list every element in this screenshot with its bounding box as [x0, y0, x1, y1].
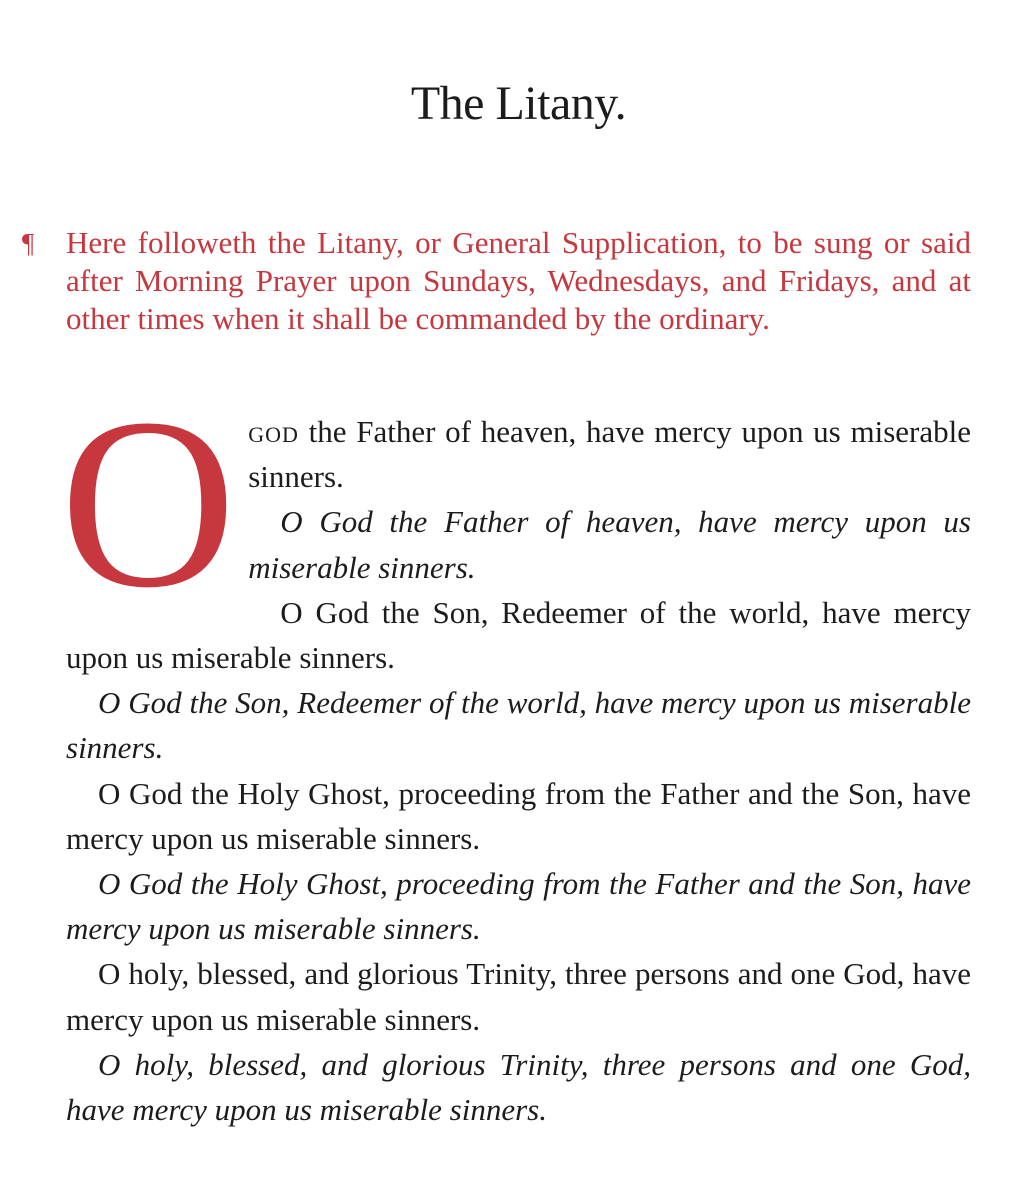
petition-1-text: the Father of heaven, have mercy upon us miserable sinners. [248, 414, 971, 495]
pilcrow-mark: ¶ [22, 228, 35, 258]
rubric-text: Here followeth the Litany, or General Supplication, to be sung or said after Morning Prayer upon Sundays, Wednesdays, and Fridays, and at other times when it shall be commanded by the ordinary. [66, 225, 971, 336]
petition-1-smallcaps: god [248, 414, 299, 449]
petition-4: O holy, blessed, and glorious Trinity, three persons and one God, have mercy upon us miserable sinners. [66, 956, 971, 1037]
page [22, 0, 971, 1200]
petition-2: O God the Son, Redeemer of the world, have mercy upon us miserable sinners. [66, 594, 971, 676]
response-1: O God the Father of heaven, have mercy upon us miserable sinners. [248, 504, 971, 585]
response-3: O God the Holy Ghost, proceeding from the Father and the Son, have mercy upon us miserable sinners. [66, 866, 971, 947]
litany-body [60, 368, 971, 1132]
petition-3: O God the Holy Ghost, proceeding from the Father and the Son, have mercy upon us miserable sinners. [66, 775, 971, 856]
rubric [22, 224, 971, 338]
response-2: O God the Son, Redeemer of the world, have mercy upon us miserable sinners. [66, 685, 971, 766]
page-title: The Litany. [410, 77, 627, 130]
response-4: O holy, blessed, and glorious Trinity, three persons and one God, have mercy upon us miserable sinners. [66, 1046, 971, 1128]
drop-cap: O [60, 368, 237, 638]
